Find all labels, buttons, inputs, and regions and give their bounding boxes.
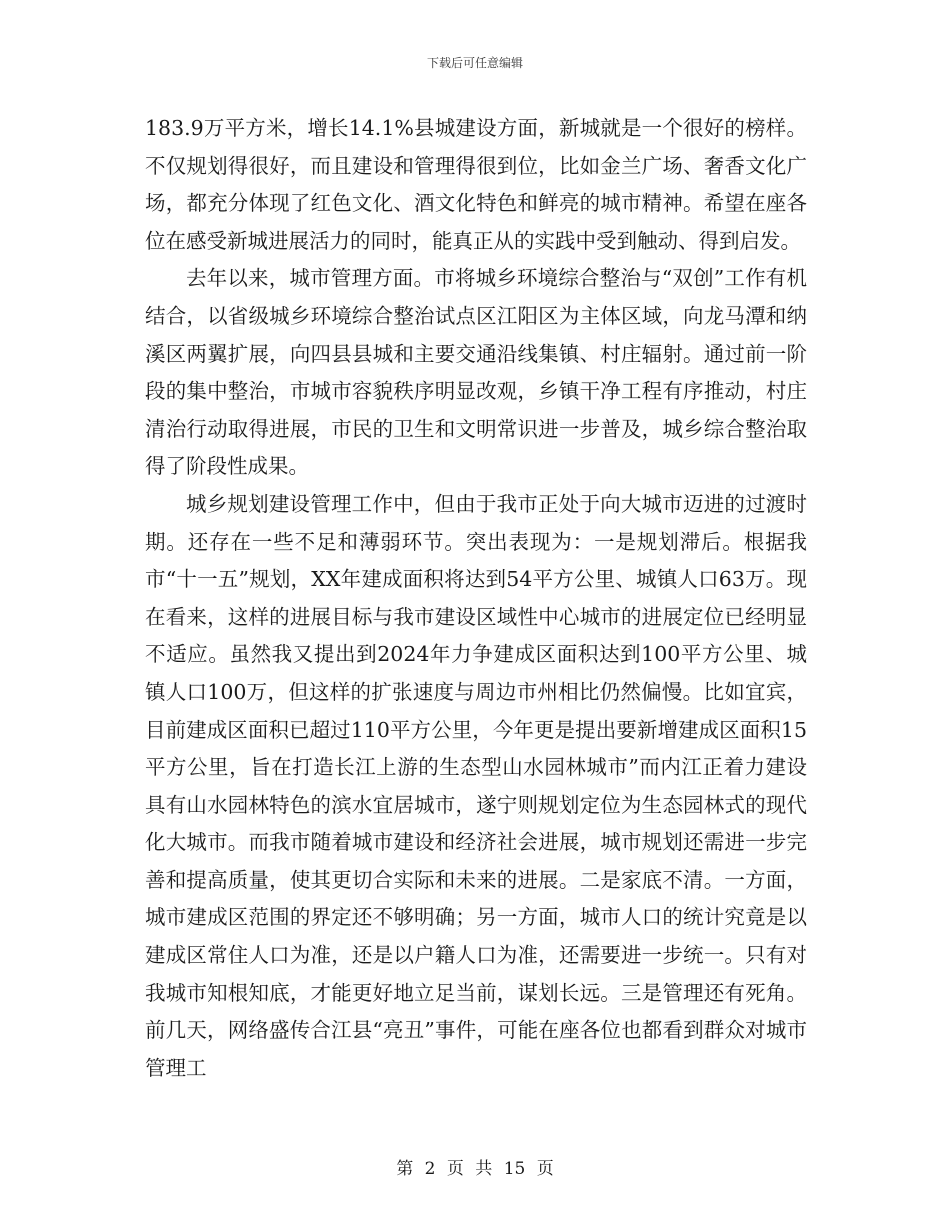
page-footer: 第 2 页 共 15 页 xyxy=(396,1159,554,1179)
paragraph-3: 城乡规划建设管理工作中，但由于我市正处于向大城市迈进的过渡时期。还存在一些不足和薄弱环节。突出表现为：一是规划滞后。根据我市“十一五”规划，XX年建成面积将达到54平方公里、城镇人口63万。现在看来，这样的进展目标与我市建设区域性中心城市的进展定位已经明显不适应。虽然我又提出到2024年力争建成区面积达到100平方公里、城镇人口100万，但这样的扩张速度与周边市州相比仍然偏慢。比如宜宾，目前建成区面积已超过110平方公里，今年更是提出要新增建成区面积15平方公里，旨在打造长江上游的生态型山水园林城市”而内江正着力建设具有山水园林特色的滨水宜居城市，遂宁则规划定位为生态园林式的现代化大城市。而我市随着城市建设和经济社会进展，城市规划还需进一步完善和提高质量，使其更切合实际和未来的进展。二是家底不清。一方面，城市建成区范围的界定还不够明确；另一方面，城市人口的统计究竟是以建成区常住人口为准，还是以户籍人口为准，还需要进一步统一。只有对我城市知根知底，才能更好地立足当前，谋划长远。三是管理还有死角。前几天，网络盛传合江县“亮丑”事件，可能在座各位也都看到群众对城市管理工 xyxy=(145,491,807,1080)
paragraph-1: 183.9万平方米，增长14.1%县城建设方面，新城就是一个很好的榜样。不仅规划得很好，而且建设和管理得很到位，比如金兰广场、奢香文化广场，都充分体现了红色文化、酒文化特色和鲜亮的城市精神。希望在座各位在感受新城进展活力的同时，能真正从的实践中受到触动、得到启发。 xyxy=(145,116,807,253)
document-body xyxy=(145,110,807,1087)
header-note: 下载后可任意编辑 xyxy=(426,56,523,70)
paragraph-2: 去年以来，城市管理方面。市将城乡环境综合整治与“双创”工作有机结合，以省级城乡环境综合整治试点区江阳区为主体区域，向龙马潭和纳溪区两翼扩展，向四县县城和主要交通沿线集镇、村庄辐射。通过前一阶段的集中整治，市城市容貌秩序明显改观，乡镇干净工程有序推动，村庄清治行动取得进展，市民的卫生和文明常识进一步普及，城乡综合整治取得了阶段性成果。 xyxy=(145,266,807,479)
